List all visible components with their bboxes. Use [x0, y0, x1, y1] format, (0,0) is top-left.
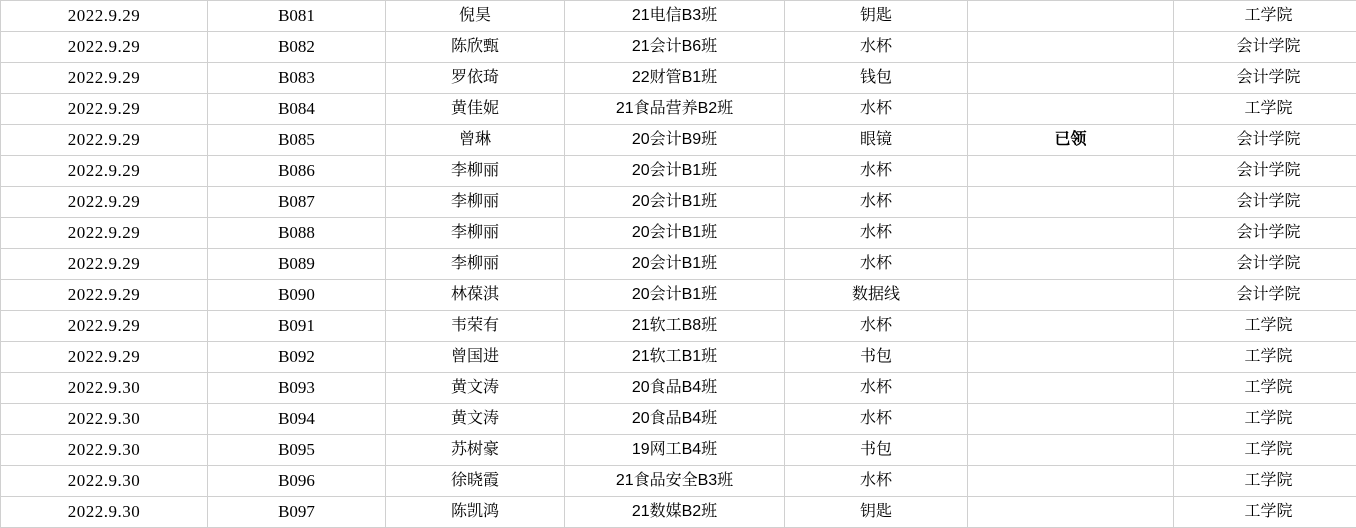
- cell-id[interactable]: B089: [208, 249, 386, 280]
- cell-item[interactable]: 水杯: [785, 218, 968, 249]
- cell-status[interactable]: [968, 466, 1174, 497]
- cell-dept[interactable]: 工学院: [1174, 435, 1356, 466]
- table-row[interactable]: [1, 342, 1356, 373]
- cell-id[interactable]: B092: [208, 342, 386, 373]
- cell-class[interactable]: 20食品B4班: [565, 404, 785, 435]
- cell-name[interactable]: 苏树豪: [386, 435, 565, 466]
- table-row[interactable]: [1, 63, 1356, 94]
- cell-status[interactable]: [968, 187, 1174, 218]
- cell-class[interactable]: 22财管B1班: [565, 63, 785, 94]
- cell-dept[interactable]: 工学院: [1174, 404, 1356, 435]
- table-row[interactable]: [1, 497, 1356, 528]
- cell-dept[interactable]: 会计学院: [1174, 125, 1356, 156]
- table-row[interactable]: [1, 94, 1356, 125]
- cell-name[interactable]: 黄文涛: [386, 373, 565, 404]
- cell-name[interactable]: 陈欣甄: [386, 32, 565, 63]
- table-row[interactable]: [1, 218, 1356, 249]
- cell-date[interactable]: 2022.9.29: [1, 280, 208, 311]
- cell-class[interactable]: 21数媒B2班: [565, 497, 785, 528]
- cell-item[interactable]: 水杯: [785, 373, 968, 404]
- cell-date[interactable]: 2022.9.29: [1, 1, 208, 32]
- table-row[interactable]: [1, 1, 1356, 32]
- cell-status[interactable]: [968, 342, 1174, 373]
- cell-class[interactable]: 21食品营养B2班: [565, 94, 785, 125]
- table-row[interactable]: [1, 280, 1356, 311]
- cell-id[interactable]: B097: [208, 497, 386, 528]
- cell-class[interactable]: 20会计B1班: [565, 187, 785, 218]
- cell-dept[interactable]: 工学院: [1174, 1, 1356, 32]
- cell-id[interactable]: B084: [208, 94, 386, 125]
- table-row[interactable]: [1, 404, 1356, 435]
- cell-item[interactable]: 水杯: [785, 249, 968, 280]
- cell-date[interactable]: 2022.9.29: [1, 125, 208, 156]
- cell-item[interactable]: 眼镜: [785, 125, 968, 156]
- cell-name[interactable]: 李柳丽: [386, 187, 565, 218]
- cell-item[interactable]: 水杯: [785, 311, 968, 342]
- cell-status[interactable]: [968, 404, 1174, 435]
- cell-id[interactable]: B085: [208, 125, 386, 156]
- cell-dept[interactable]: 会计学院: [1174, 280, 1356, 311]
- cell-date[interactable]: 2022.9.29: [1, 311, 208, 342]
- cell-name[interactable]: 曾琳: [386, 125, 565, 156]
- table-row[interactable]: [1, 156, 1356, 187]
- cell-date[interactable]: 2022.9.29: [1, 32, 208, 63]
- cell-dept[interactable]: 工学院: [1174, 497, 1356, 528]
- cell-dept[interactable]: 会计学院: [1174, 249, 1356, 280]
- cell-id[interactable]: B081: [208, 1, 386, 32]
- cell-date[interactable]: 2022.9.29: [1, 218, 208, 249]
- cell-status[interactable]: [968, 32, 1174, 63]
- cell-status[interactable]: [968, 373, 1174, 404]
- cell-name[interactable]: 李柳丽: [386, 156, 565, 187]
- cell-item[interactable]: 水杯: [785, 404, 968, 435]
- cell-id[interactable]: B094: [208, 404, 386, 435]
- cell-date[interactable]: 2022.9.29: [1, 187, 208, 218]
- cell-name[interactable]: 罗依琦: [386, 63, 565, 94]
- cell-status[interactable]: [968, 249, 1174, 280]
- cell-item[interactable]: 水杯: [785, 156, 968, 187]
- cell-id[interactable]: B087: [208, 187, 386, 218]
- cell-date[interactable]: 2022.9.30: [1, 373, 208, 404]
- cell-class[interactable]: 20会计B1班: [565, 280, 785, 311]
- cell-date[interactable]: 2022.9.30: [1, 435, 208, 466]
- cell-status[interactable]: [968, 435, 1174, 466]
- cell-dept[interactable]: 工学院: [1174, 311, 1356, 342]
- cell-name[interactable]: 韦荣有: [386, 311, 565, 342]
- cell-class[interactable]: 19网工B4班: [565, 435, 785, 466]
- cell-item[interactable]: 水杯: [785, 32, 968, 63]
- cell-class[interactable]: 21食品安全B3班: [565, 466, 785, 497]
- cell-date[interactable]: 2022.9.30: [1, 497, 208, 528]
- cell-name[interactable]: 陈凯鸿: [386, 497, 565, 528]
- cell-item[interactable]: 书包: [785, 435, 968, 466]
- cell-id[interactable]: B082: [208, 32, 386, 63]
- cell-id[interactable]: B095: [208, 435, 386, 466]
- cell-dept[interactable]: 会计学院: [1174, 32, 1356, 63]
- cell-item[interactable]: 水杯: [785, 187, 968, 218]
- cell-status[interactable]: [968, 156, 1174, 187]
- cell-item[interactable]: 数据线: [785, 280, 968, 311]
- cell-id[interactable]: B090: [208, 280, 386, 311]
- cell-class[interactable]: 20食品B4班: [565, 373, 785, 404]
- cell-name[interactable]: 李柳丽: [386, 218, 565, 249]
- cell-class[interactable]: 20会计B1班: [565, 156, 785, 187]
- table-row[interactable]: [1, 435, 1356, 466]
- cell-date[interactable]: 2022.9.29: [1, 94, 208, 125]
- cell-name[interactable]: 曾国进: [386, 342, 565, 373]
- cell-id[interactable]: B088: [208, 218, 386, 249]
- cell-class[interactable]: 20会计B1班: [565, 249, 785, 280]
- table-row[interactable]: [1, 311, 1356, 342]
- cell-date[interactable]: 2022.9.29: [1, 156, 208, 187]
- cell-name[interactable]: 李柳丽: [386, 249, 565, 280]
- cell-dept[interactable]: 会计学院: [1174, 218, 1356, 249]
- cell-dept[interactable]: 会计学院: [1174, 63, 1356, 94]
- cell-item[interactable]: 书包: [785, 342, 968, 373]
- table-row[interactable]: [1, 125, 1356, 156]
- table-body: [1, 1, 1356, 528]
- cell-class[interactable]: 20会计B9班: [565, 125, 785, 156]
- cell-dept[interactable]: 工学院: [1174, 373, 1356, 404]
- cell-name[interactable]: 徐晓霞: [386, 466, 565, 497]
- cell-class[interactable]: 21电信B3班: [565, 1, 785, 32]
- table-row[interactable]: [1, 466, 1356, 497]
- table-row[interactable]: [1, 32, 1356, 63]
- cell-name[interactable]: 林葆淇: [386, 280, 565, 311]
- cell-item[interactable]: 钥匙: [785, 497, 968, 528]
- cell-status[interactable]: [968, 94, 1174, 125]
- cell-item[interactable]: 水杯: [785, 466, 968, 497]
- cell-class[interactable]: 21会计B6班: [565, 32, 785, 63]
- cell-status[interactable]: [968, 311, 1174, 342]
- cell-dept[interactable]: 工学院: [1174, 466, 1356, 497]
- cell-dept[interactable]: 会计学院: [1174, 156, 1356, 187]
- cell-item[interactable]: 水杯: [785, 94, 968, 125]
- cell-status[interactable]: [968, 63, 1174, 94]
- cell-class[interactable]: 20会计B1班: [565, 218, 785, 249]
- cell-status[interactable]: [968, 1, 1174, 32]
- cell-date[interactable]: 2022.9.29: [1, 63, 208, 94]
- cell-date[interactable]: 2022.9.29: [1, 342, 208, 373]
- cell-item[interactable]: 钱包: [785, 63, 968, 94]
- cell-status[interactable]: 已领: [968, 125, 1174, 156]
- cell-name[interactable]: 倪昊: [386, 1, 565, 32]
- cell-name[interactable]: 黄文涛: [386, 404, 565, 435]
- table-row[interactable]: [1, 373, 1356, 404]
- cell-dept[interactable]: 工学院: [1174, 342, 1356, 373]
- cell-class[interactable]: 21软工B1班: [565, 342, 785, 373]
- cell-id[interactable]: B083: [208, 63, 386, 94]
- cell-id[interactable]: B093: [208, 373, 386, 404]
- cell-id[interactable]: B091: [208, 311, 386, 342]
- cell-date[interactable]: 2022.9.30: [1, 466, 208, 497]
- cell-status[interactable]: [968, 280, 1174, 311]
- table-row[interactable]: [1, 249, 1356, 280]
- cell-id[interactable]: B086: [208, 156, 386, 187]
- cell-status[interactable]: [968, 497, 1174, 528]
- cell-date[interactable]: 2022.9.30: [1, 404, 208, 435]
- table-row[interactable]: [1, 187, 1356, 218]
- cell-dept[interactable]: 会计学院: [1174, 187, 1356, 218]
- cell-name[interactable]: 黄佳妮: [386, 94, 565, 125]
- cell-dept[interactable]: 工学院: [1174, 94, 1356, 125]
- cell-status[interactable]: [968, 218, 1174, 249]
- cell-class[interactable]: 21软工B8班: [565, 311, 785, 342]
- cell-date[interactable]: 2022.9.29: [1, 249, 208, 280]
- cell-id[interactable]: B096: [208, 466, 386, 497]
- cell-item[interactable]: 钥匙: [785, 1, 968, 32]
